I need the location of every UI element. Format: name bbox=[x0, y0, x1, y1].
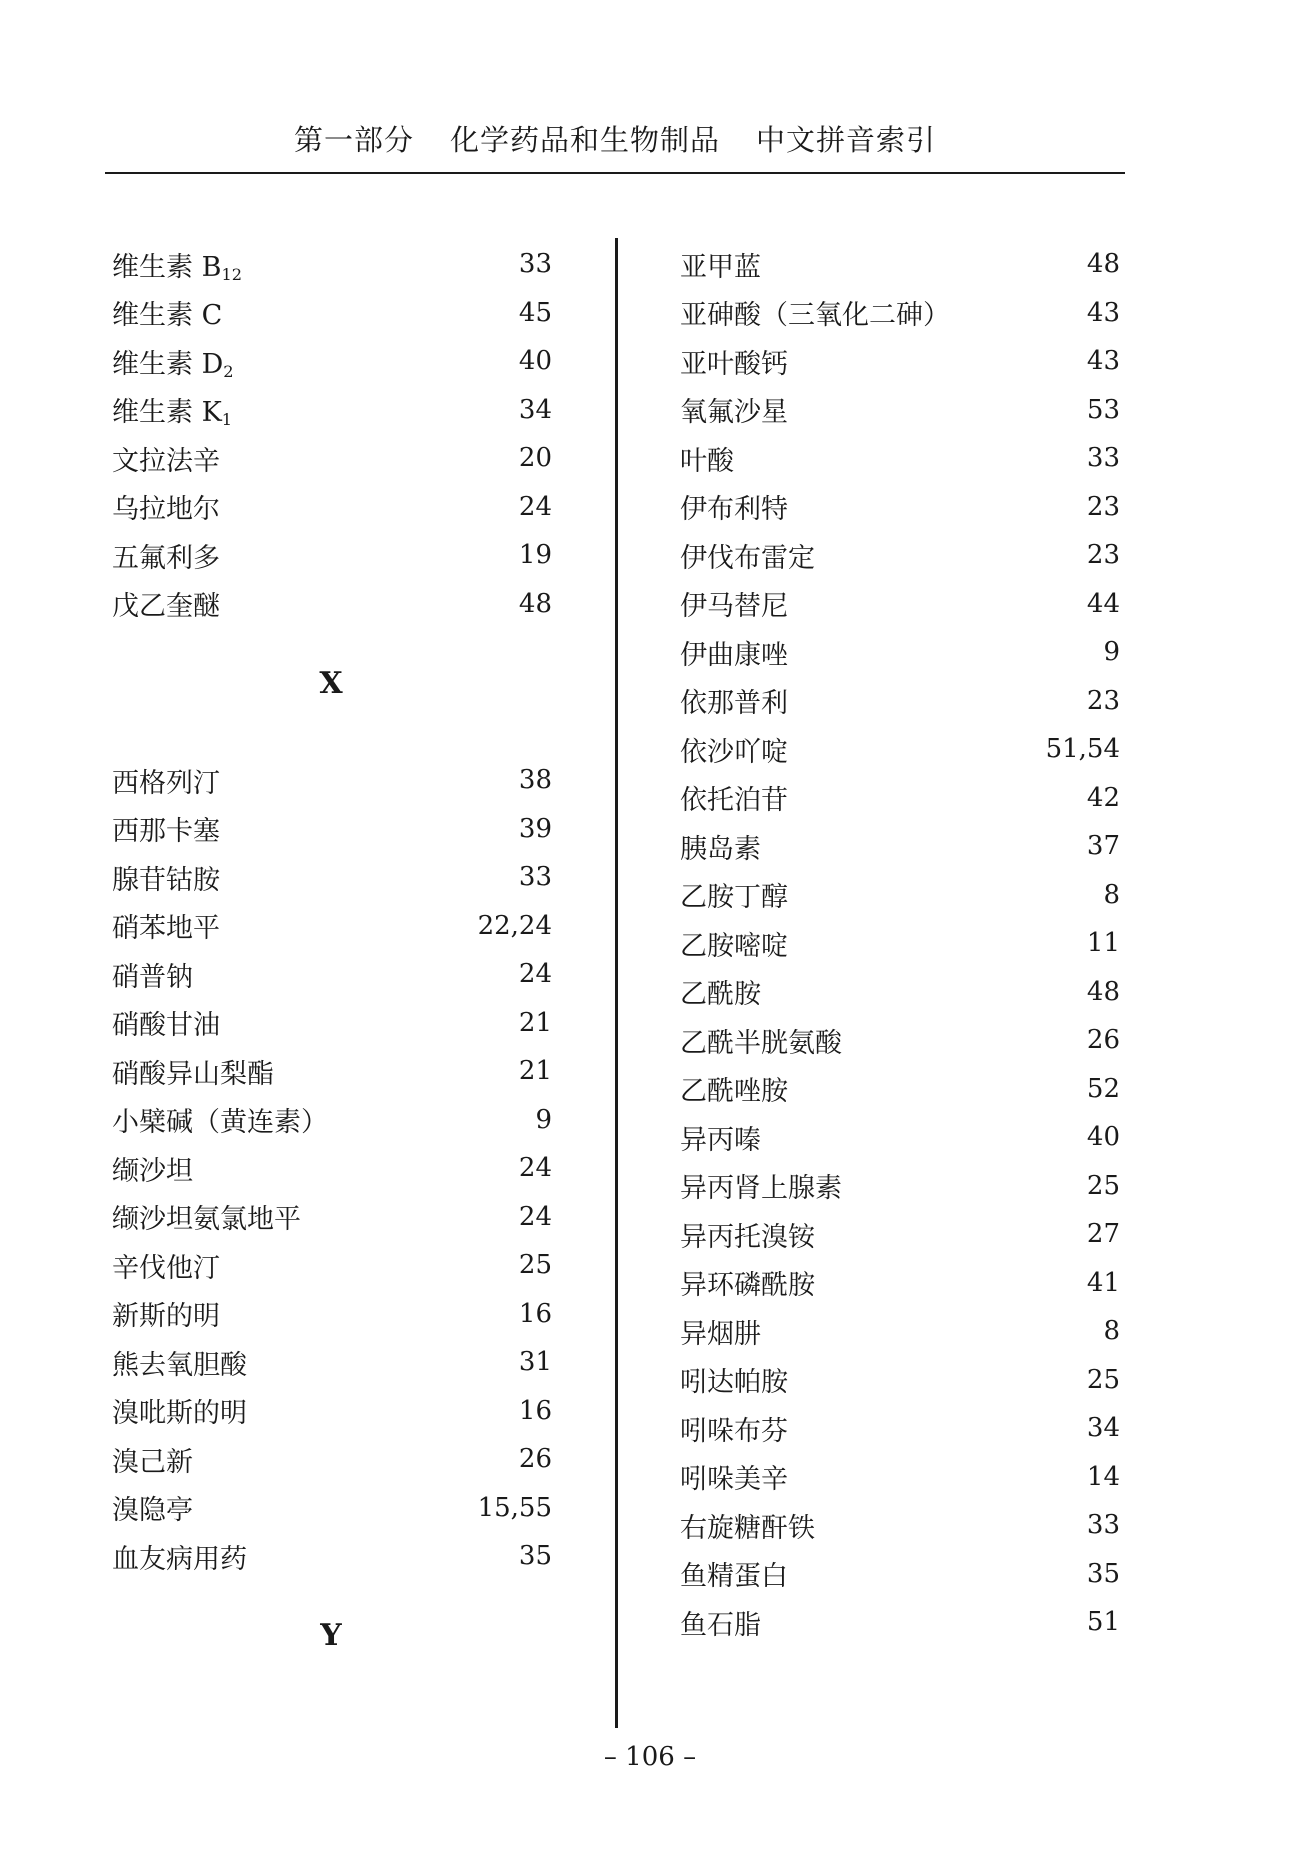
index-entry bbox=[112, 1338, 552, 1387]
entry-name: 维生素 $K_1$ bbox=[112, 397, 233, 430]
entry-page: 53 bbox=[1086, 394, 1120, 425]
entry-name: 溴己新 bbox=[112, 1446, 193, 1478]
index-entry bbox=[680, 774, 1120, 823]
entry-page: 33 bbox=[1086, 1510, 1120, 1541]
page-number: – 106 – bbox=[603, 1742, 697, 1772]
entry-page: 16 bbox=[518, 1395, 552, 1426]
index-entry bbox=[112, 434, 552, 483]
entry-name: 溴吡斯的明 bbox=[112, 1398, 247, 1430]
entry-name: 西格列汀 bbox=[112, 767, 220, 799]
entry-name: 鱼精蛋白 bbox=[680, 1561, 788, 1593]
index-entry bbox=[680, 919, 1120, 968]
entry-page: 52 bbox=[1086, 1073, 1120, 1104]
entry-name: 西那卡塞 bbox=[112, 816, 220, 848]
index-entry bbox=[112, 386, 552, 435]
index-entry bbox=[680, 580, 1120, 629]
section-letter-x: X bbox=[319, 665, 343, 701]
index-entry bbox=[112, 1532, 552, 1581]
entry-name: 氧氟沙星 bbox=[680, 397, 788, 429]
entry-name: 吲哚布芬 bbox=[680, 1415, 788, 1447]
entry-name: 亚甲蓝 bbox=[680, 251, 761, 283]
entry-page: 34 bbox=[518, 394, 552, 425]
index-entry bbox=[680, 1453, 1120, 1502]
index-entry bbox=[112, 1484, 552, 1533]
entry-page: 44 bbox=[1086, 588, 1120, 619]
entry-name: 亚砷酸（三氧化二砷） bbox=[680, 300, 950, 332]
entry-name: 乌拉地尔 bbox=[112, 494, 220, 526]
entry-name: 异烟肼 bbox=[680, 1318, 761, 1350]
entry-page: 35 bbox=[518, 1541, 552, 1572]
index-entry bbox=[680, 1210, 1120, 1259]
entry-name: 硝酸甘油 bbox=[112, 1010, 220, 1042]
right-column bbox=[680, 240, 1120, 1647]
entry-page: 23 bbox=[1086, 540, 1120, 571]
entry-name: 硝酸异山梨酯 bbox=[112, 1058, 274, 1090]
entry-name: 新斯的明 bbox=[112, 1301, 220, 1333]
entry-name: 五氟利多 bbox=[112, 542, 220, 574]
left-column bbox=[112, 240, 552, 1661]
entry-name: 乙胺丁醇 bbox=[680, 882, 788, 914]
index-entry bbox=[680, 628, 1120, 677]
index-entry bbox=[112, 531, 552, 580]
entry-page: 25 bbox=[1086, 1364, 1120, 1395]
entry-name: 伊马替尼 bbox=[680, 591, 788, 623]
index-entry bbox=[112, 1387, 552, 1436]
section-spacer bbox=[112, 1581, 552, 1611]
header-part: 第一部分 bbox=[293, 123, 414, 157]
entry-name: 维生素 C bbox=[112, 300, 223, 332]
index-entry bbox=[680, 1113, 1120, 1162]
entry-page: 33 bbox=[518, 249, 552, 280]
header-index-type: 中文拼音索引 bbox=[756, 123, 937, 157]
entry-page: 43 bbox=[1086, 346, 1120, 377]
entry-name: 胰岛素 bbox=[680, 833, 761, 865]
index-entry bbox=[112, 1241, 552, 1290]
entry-name: 熊去氧胆酸 bbox=[112, 1349, 247, 1381]
entry-page: 24 bbox=[518, 1201, 552, 1232]
index-entry bbox=[112, 756, 552, 805]
entry-page: 51,54 bbox=[1045, 734, 1120, 765]
index-entry bbox=[112, 950, 552, 999]
index-entry bbox=[680, 240, 1120, 289]
index-entry bbox=[680, 1259, 1120, 1308]
index-entry bbox=[112, 580, 552, 629]
index-entry bbox=[680, 1356, 1120, 1405]
entry-name: 伊曲康唑 bbox=[680, 639, 788, 671]
entry-name: 硝普钠 bbox=[112, 961, 193, 993]
index-entry bbox=[112, 1435, 552, 1484]
entry-page: 43 bbox=[1086, 297, 1120, 328]
index-entry bbox=[112, 999, 552, 1048]
entry-page: 40 bbox=[518, 346, 552, 377]
entry-name: 鱼石脂 bbox=[680, 1609, 761, 1641]
entry-name: 维生素 $D_2$ bbox=[112, 348, 234, 381]
index-entry bbox=[680, 968, 1120, 1017]
index-entry bbox=[680, 289, 1120, 338]
index-entry bbox=[680, 871, 1120, 920]
entry-name: 异丙托溴铵 bbox=[680, 1221, 815, 1253]
header-category: 化学药品和生物制品 bbox=[449, 123, 720, 157]
index-entry bbox=[112, 902, 552, 951]
entry-page: 23 bbox=[1086, 491, 1120, 522]
page-header bbox=[105, 118, 1125, 159]
entry-name: 溴隐亭 bbox=[112, 1495, 193, 1527]
entry-name: 吲达帕胺 bbox=[680, 1367, 788, 1399]
index-entry bbox=[680, 1501, 1120, 1550]
entry-name: 腺苷钴胺 bbox=[112, 864, 220, 896]
entry-page: 31 bbox=[518, 1347, 552, 1378]
index-entry bbox=[112, 1193, 552, 1242]
index-entry bbox=[680, 1162, 1120, 1211]
entry-page: 48 bbox=[518, 588, 552, 619]
entry-page: 27 bbox=[1086, 1219, 1120, 1250]
entry-page: 37 bbox=[1086, 831, 1120, 862]
entry-name: 异丙肾上腺素 bbox=[680, 1173, 842, 1205]
x-section-entries bbox=[112, 756, 552, 1581]
entry-name: 右旋糖酐铁 bbox=[680, 1512, 815, 1544]
entry-page: 33 bbox=[518, 862, 552, 893]
entry-name: 戊乙奎醚 bbox=[112, 591, 220, 623]
entry-page: 42 bbox=[1086, 782, 1120, 813]
index-entry bbox=[680, 1550, 1120, 1599]
entry-name: 伊布利特 bbox=[680, 494, 788, 526]
entry-name: 血友病用药 bbox=[112, 1543, 247, 1575]
entry-name: 乙酰胺 bbox=[680, 979, 761, 1011]
index-entry bbox=[680, 483, 1120, 532]
index-entry bbox=[112, 1290, 552, 1339]
entry-page: 45 bbox=[518, 297, 552, 328]
section-spacer bbox=[112, 628, 552, 658]
entry-page: 21 bbox=[518, 1007, 552, 1038]
y-section-entries bbox=[680, 240, 1120, 1647]
entry-name: 小檗碱（黄连素） bbox=[112, 1107, 328, 1139]
index-entry bbox=[112, 1096, 552, 1145]
entry-name: 辛伐他汀 bbox=[112, 1252, 220, 1284]
entry-page: 41 bbox=[1086, 1267, 1120, 1298]
entry-name: 文拉法辛 bbox=[112, 445, 220, 477]
index-entry bbox=[112, 805, 552, 854]
entry-page: 24 bbox=[518, 959, 552, 990]
entry-page: 25 bbox=[1086, 1170, 1120, 1201]
index-entry bbox=[112, 483, 552, 532]
index-entry bbox=[112, 337, 552, 386]
entry-name: 吲哚美辛 bbox=[680, 1464, 788, 1496]
index-entry bbox=[680, 531, 1120, 580]
entry-name: 硝苯地平 bbox=[112, 913, 220, 945]
entry-name: 缬沙坦氨氯地平 bbox=[112, 1204, 301, 1236]
entry-page: 35 bbox=[1086, 1558, 1120, 1589]
column-divider bbox=[615, 238, 618, 1728]
index-entry bbox=[680, 822, 1120, 871]
entry-page: 14 bbox=[1086, 1461, 1120, 1492]
entry-page: 25 bbox=[518, 1250, 552, 1281]
index-entry bbox=[680, 1404, 1120, 1453]
entry-page: 8 bbox=[1103, 879, 1120, 910]
entry-name: 乙胺嘧啶 bbox=[680, 930, 788, 962]
entry-page: 24 bbox=[518, 491, 552, 522]
index-entry bbox=[680, 1016, 1120, 1065]
entry-name: 维生素 $B_{12}$ bbox=[112, 251, 243, 284]
entry-page: 11 bbox=[1086, 928, 1120, 959]
entry-name: 叶酸 bbox=[680, 445, 734, 477]
index-entry bbox=[112, 1047, 552, 1096]
index-entry bbox=[112, 289, 552, 338]
index-entry bbox=[680, 1307, 1120, 1356]
entry-name: 缬沙坦 bbox=[112, 1155, 193, 1187]
entry-page: 34 bbox=[1086, 1413, 1120, 1444]
entry-page: 23 bbox=[1086, 685, 1120, 716]
index-entry bbox=[112, 1144, 552, 1193]
entry-name: 亚叶酸钙 bbox=[680, 348, 788, 380]
entry-page: 39 bbox=[518, 813, 552, 844]
entry-page: 38 bbox=[518, 765, 552, 796]
entry-page: 51 bbox=[1086, 1607, 1120, 1638]
entry-page: 8 bbox=[1103, 1316, 1120, 1347]
section-letter-y: Y bbox=[320, 1618, 342, 1653]
index-entry bbox=[680, 725, 1120, 774]
entry-name: 依托泊苷 bbox=[680, 785, 788, 817]
entry-page: 20 bbox=[518, 443, 552, 474]
entry-name: 乙酰半胱氨酸 bbox=[680, 1027, 842, 1059]
entry-page: 48 bbox=[1086, 976, 1120, 1007]
index-entry bbox=[680, 337, 1120, 386]
index-entry bbox=[112, 240, 552, 289]
entry-page: 22,24 bbox=[477, 910, 552, 941]
header-rule bbox=[105, 172, 1125, 174]
index-entry bbox=[680, 434, 1120, 483]
entry-page: 33 bbox=[1086, 443, 1120, 474]
entry-page: 9 bbox=[1103, 637, 1120, 668]
entry-page: 24 bbox=[518, 1153, 552, 1184]
entry-name: 异环磷酰胺 bbox=[680, 1270, 815, 1302]
entry-page: 48 bbox=[1086, 249, 1120, 280]
entry-page: 40 bbox=[1086, 1122, 1120, 1153]
entry-name: 乙酰唑胺 bbox=[680, 1076, 788, 1108]
entry-page: 16 bbox=[518, 1298, 552, 1329]
entry-page: 26 bbox=[1086, 1025, 1120, 1056]
index-entry bbox=[680, 677, 1120, 726]
entry-name: 伊伐布雷定 bbox=[680, 542, 815, 574]
entry-name: 依那普利 bbox=[680, 688, 788, 720]
index-entry bbox=[112, 853, 552, 902]
entry-page: 15,55 bbox=[477, 1492, 552, 1523]
entry-page: 19 bbox=[518, 540, 552, 571]
entry-name: 依沙吖啶 bbox=[680, 736, 788, 768]
entry-page: 21 bbox=[518, 1056, 552, 1087]
index-entry bbox=[680, 386, 1120, 435]
entry-page: 9 bbox=[535, 1104, 552, 1135]
index-entry bbox=[680, 1598, 1120, 1647]
section-spacer bbox=[112, 708, 552, 756]
entry-page: 26 bbox=[518, 1444, 552, 1475]
entry-name: 异丙嗪 bbox=[680, 1124, 761, 1156]
index-entry bbox=[680, 1065, 1120, 1114]
